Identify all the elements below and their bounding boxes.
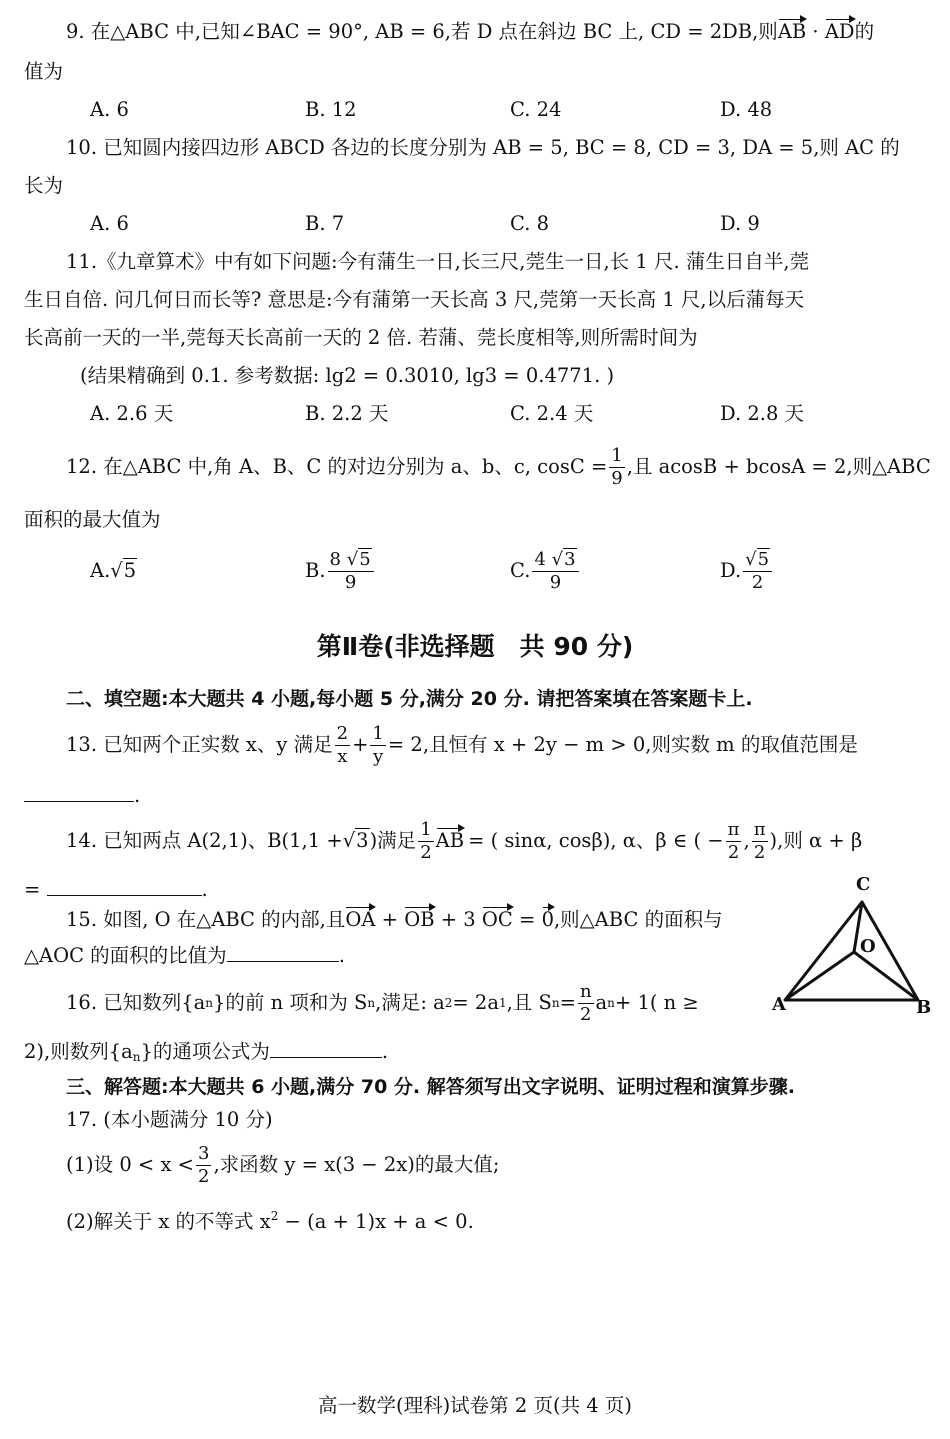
- sqrt-symbol: √5: [110, 559, 137, 582]
- fraction: $\frac{3}{2}$: [198, 1142, 210, 1187]
- q15-line1: 15. 如图, O 在△ABC 的内部,且OA + OB + 3 OC = 0,则△ABC 的面积与: [66, 906, 723, 934]
- vector-ad: AD: [825, 18, 855, 46]
- q14-line2: = .: [24, 878, 208, 901]
- q10-option-b: B. 7: [305, 212, 345, 235]
- fraction-pi-half: $\frac{\pi}{2}$: [727, 818, 740, 863]
- label-b: B: [916, 997, 932, 1018]
- q13-line1: 13. 已知两个正实数 x、y 满足 $\frac{2}{x}$ + $\frac{1}{y}$ = 2,且恒有 x + 2y − m > 0,则实数 m 的取值范围是: [66, 722, 858, 767]
- q12-line1: 12. 在△ABC 中,角 A、B、C 的对边分别为 a、b、c, cosC = $\frac{1}{9}$ ,且 acosB + bcosA = 2,则△ABC: [66, 444, 931, 489]
- label-o: O: [860, 936, 876, 957]
- answer-blank[interactable]: [24, 783, 134, 802]
- fraction: $\frac{8 √5}{9}$: [328, 549, 374, 594]
- vector-ob: OB: [404, 906, 434, 934]
- q15-line2: △AOC 的面积的比值为 .: [24, 944, 345, 967]
- fraction: $\frac{2}{x}$: [336, 722, 349, 767]
- label-c: C: [856, 874, 871, 895]
- q10-option-a: A. 6: [90, 212, 129, 235]
- q13-line2: .: [24, 782, 140, 810]
- q17-title: 17. (本小题满分 10 分): [66, 1108, 273, 1131]
- sqrt-symbol: √3: [342, 829, 369, 852]
- solution-header: 三、解答题:本大题共 6 小题,满分 70 分. 解答须写出文字说明、证明过程和演算步骤.: [66, 1076, 795, 1098]
- segment-bo: [854, 952, 918, 1000]
- q11-line4: (结果精确到 0.1. 参考数据: lg2 = 0.3010, lg3 = 0.4771. ): [80, 364, 615, 387]
- q11-line2: 生日自倍. 问几何日而长等? 意思是:今有蒲第一天长高 3 尺,莞第一天长高 1 尺,以后蒲每天: [24, 288, 805, 311]
- answer-blank[interactable]: [227, 943, 339, 962]
- vector-ab: AB: [778, 18, 806, 46]
- vector-ab: AB: [436, 827, 464, 855]
- q12-option-a: A. √5: [90, 548, 137, 594]
- answer-blank[interactable]: [270, 1039, 382, 1058]
- q11-option-b: B. 2.2 天: [305, 402, 389, 425]
- section-title: 第Ⅱ卷(非选择题 共 90 分): [316, 632, 634, 661]
- q9-line2: 值为: [24, 60, 64, 83]
- q10-option-d: D. 9: [720, 212, 760, 235]
- q11-option-d: D. 2.8 天: [720, 402, 805, 425]
- triangle-figure: [758, 870, 938, 1020]
- q9-line1: 9. 在△ABC 中,已知∠BAC = 90°, AB = 6,若 D 点在斜边 BC 上, CD = 2DB,则AB · AD的: [66, 18, 874, 46]
- segment-ao: [785, 952, 854, 1000]
- q10-line1: 10. 已知圆内接四边形 ABCD 各边的长度分别为 AB = 5, BC = 8, CD = 3, DA = 5,则 AC 的: [66, 136, 900, 159]
- fraction: $\frac{n}{2}$: [579, 980, 592, 1025]
- fraction: $\frac{4 √3}{9}$: [532, 549, 578, 594]
- fraction: $\frac{1}{2}$: [420, 818, 432, 863]
- q10-option-c: C. 8: [510, 212, 550, 235]
- answer-blank[interactable]: [47, 877, 202, 896]
- q11-line1: 11.《九章算术》中有如下问题:今有蒲生一日,长三尺,莞生一日,长 1 尺. 蒲生日自半,莞: [66, 250, 810, 273]
- zero-vector: 0: [542, 906, 554, 934]
- fraction-pi-half: $\frac{\pi}{2}$: [753, 818, 766, 863]
- q16-line2: 2),则数列$\{a_n\}$的通项公式为 .: [24, 1040, 389, 1064]
- q9-option-b: B. 12: [305, 98, 357, 121]
- q16-line1: 16. 已知数列{a n }的前 n 项和为 S n ,满足: a 2 = 2a 1 ,且 S n = $\frac{n}{2}$ a n + 1( n ≥: [66, 980, 699, 1025]
- q11-option-c: C. 2.4 天: [510, 402, 594, 425]
- q12-option-d: D. $\frac{√5}{2}$: [720, 548, 774, 594]
- q14-line1: 14. 已知两点 A(2,1)、B(1,1 + √3 )满足 $\frac{1}{2}$ AB = ( sinα, cosβ), α、β ∈ ( − $\frac{\pi}{2}$ , $\frac{\pi}{2}$ ),则 α + β: [66, 818, 863, 863]
- label-a: A: [772, 994, 786, 1015]
- fraction: $\frac{√5}{2}$: [743, 549, 772, 594]
- q9-option-d: D. 48: [720, 98, 773, 121]
- q10-line2: 长为: [24, 174, 64, 197]
- q9-option-c: C. 24: [510, 98, 562, 121]
- fill-in-header: 二、填空题:本大题共 4 小题,每小题 5 分,满分 20 分. 请把答案填在答案题卡上.: [66, 688, 753, 710]
- q12-line2: 面积的最大值为: [24, 508, 161, 531]
- q11-line3: 长高前一天的一半,莞每天长高前一天的 2 倍. 若蒲、莞长度相等,则所需时间为: [24, 326, 698, 349]
- fraction-one-ninth: $\frac{1}{9}$: [611, 444, 623, 489]
- page-footer: 高一数学(理科)试卷第 2 页(共 4 页): [317, 1394, 633, 1417]
- q9-option-a: A. 6: [90, 98, 129, 121]
- vector-oc: OC: [482, 906, 513, 934]
- vector-oa: OA: [345, 906, 375, 934]
- q11-option-a: A. 2.6 天: [90, 402, 174, 425]
- q17-part1: (1)设 0 < x < $\frac{3}{2}$ ,求函数 y = x(3 − 2x)的最大值;: [66, 1142, 500, 1187]
- q17-part2: (2)解关于 x 的不等式 $x^2 - (a + 1)x + a < 0$.: [66, 1209, 474, 1233]
- q12-option-c: C. $\frac{4 √3}{9}$: [510, 548, 581, 594]
- fraction: $\frac{1}{y}$: [372, 722, 384, 767]
- q12-option-b: B. $\frac{8 √5}{9}$: [305, 548, 376, 594]
